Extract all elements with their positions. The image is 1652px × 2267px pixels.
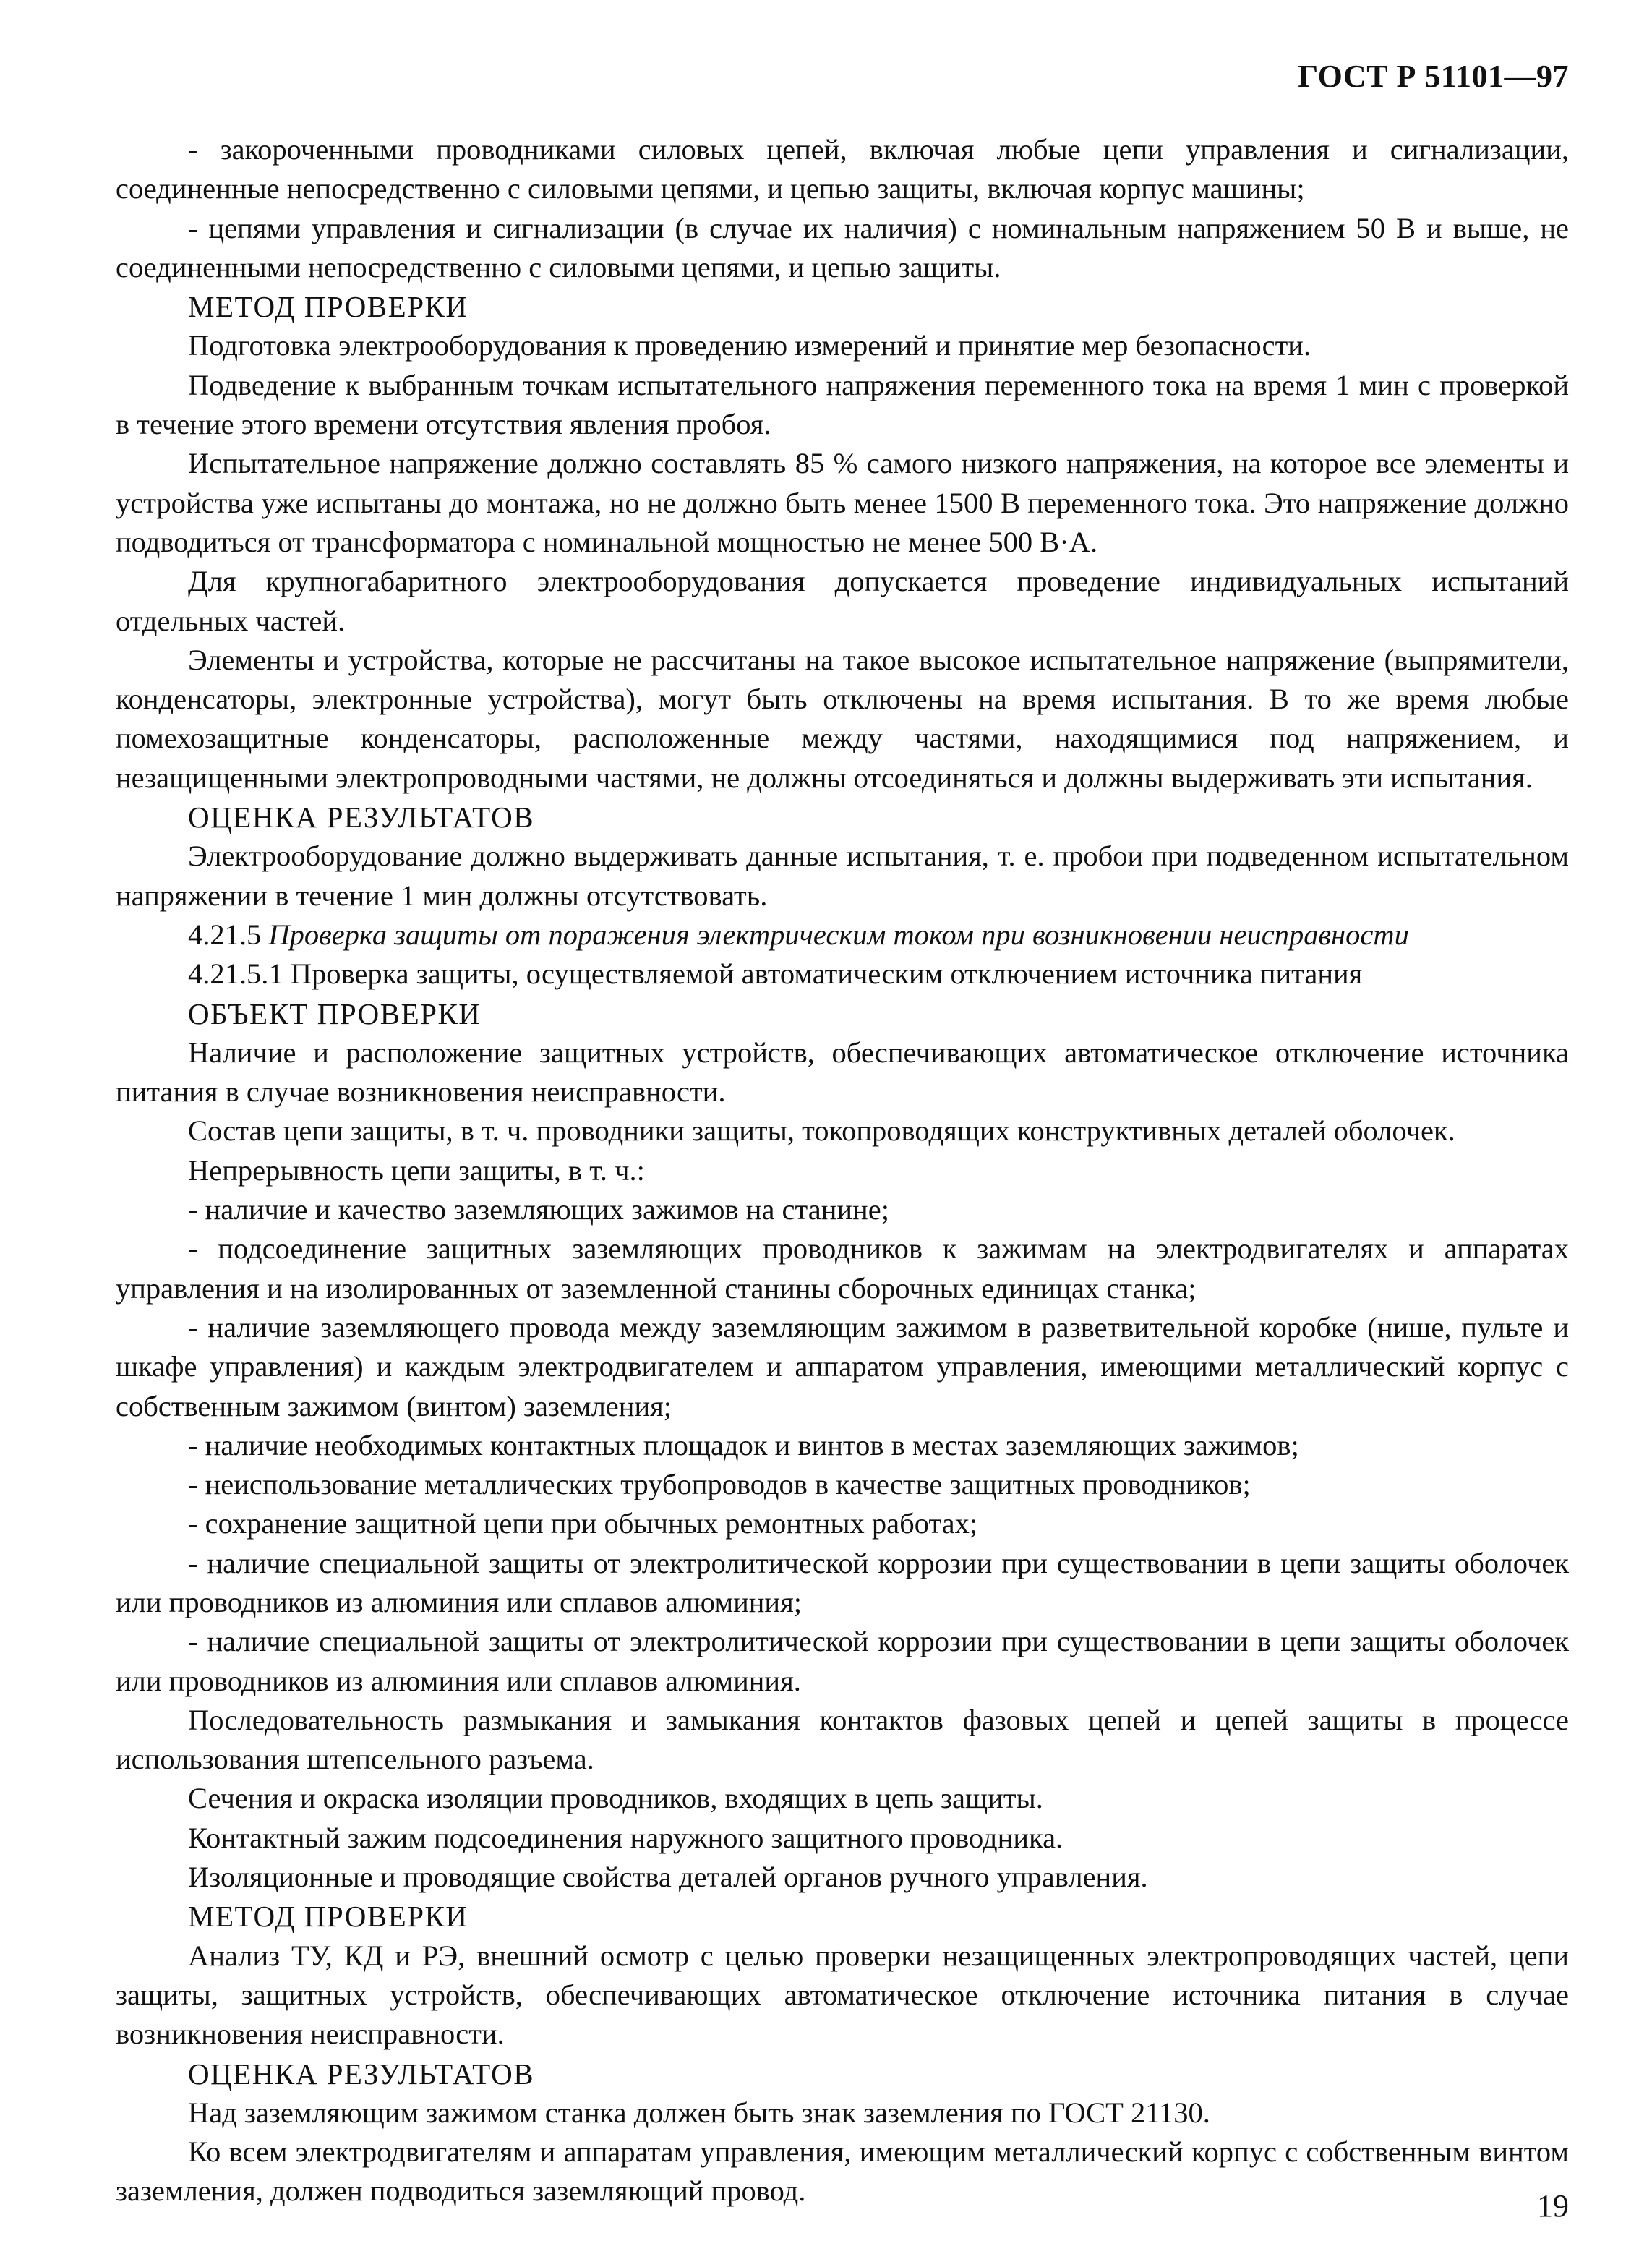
section-heading-results: ОЦЕНКА РЕЗУЛЬТАТОВ	[188, 2057, 535, 2091]
list-item: - наличие необходимых контактных площадок и винтов в местах заземляющих зажимов;	[188, 1428, 1299, 1461]
clause-number: 4.21.5	[188, 918, 262, 951]
paragraph: Элементы и устройства, которые не рассчитаны на такое высокое испытательное напряжение (выпрямители, конденсаторы, электронные устройства), могут быть отключены на время испытания. В то же время любые помехозащитные конденсаторы, расположенные между частями, находящимися под напряжением, и незащищенными электропроводными частями, не должны отсоединяться и должны выдерживать эти испытания.	[116, 643, 1569, 794]
clause-heading-4-21-5	[116, 915, 1569, 955]
paragraph: - цепями управления и сигнализации (в случае их наличия) с номинальным напряжением 50 В и выше, не соединенными непосредственно с силовыми цепями, и цепью защиты.	[116, 211, 1569, 283]
list-item: - наличие и качество заземляющих зажимов на станине;	[188, 1193, 889, 1226]
paragraph: Контактный зажим подсоединения наружного защитного проводника.	[188, 1821, 1063, 1854]
section-heading-object: ОБЪЕКТ ПРОВЕРКИ	[188, 996, 482, 1030]
paragraph: - закороченными проводниками силовых цепей, включая любые цепи управления и сигнализации, соединенные непосредственно с силовыми цепями, и цепью защиты, включая корпус машины;	[116, 133, 1569, 205]
paragraph: Подведение к выбранным точкам испытательного напряжения переменного тока на время 1 мин с проверкой в течение этого времени отсутствия явления пробоя.	[116, 368, 1569, 441]
list-item: - наличие специальной защиты от электролитической коррозии при существовании в цепи защиты оболочек или проводников из алюминия или сплавов алюминия.	[116, 1625, 1569, 1697]
document-code-header: ГОСТ Р 51101—97	[1298, 59, 1569, 94]
clause-title: Проверка защиты от поражения электрическим током при возникновении неисправности	[268, 918, 1409, 951]
list-item: - наличие специальной защиты от электролитической коррозии при существовании в цепи защиты оболочек или проводников из алюминия или сплавов алюминия;	[116, 1546, 1569, 1618]
paragraph: Испытательное напряжение должно составлять 85 % самого низкого напряжения, на которое все элементы и устройства уже испытаны до монтажа, но не должно быть менее 1500 В переменного тока. Это напряжение должно подводиться от трансформатора с номинальной мощностью не менее 500 В·А.	[116, 447, 1569, 558]
document-page	[116, 0, 1569, 2267]
paragraph: Наличие и расположение защитных устройств, обеспечивающих автоматическое отключение источника питания в случае возникновения неисправности.	[116, 1036, 1569, 1109]
paragraph: Изоляционные и проводящие свойства деталей органов ручного управления.	[188, 1861, 1148, 1894]
paragraph: Состав цепи защиты, в т. ч. проводники защиты, токопроводящих конструктивных деталей оболочек.	[188, 1114, 1455, 1148]
list-item: - неиспользование металлических трубопроводов в качестве защитных проводников;	[188, 1468, 1251, 1501]
paragraph: Подготовка электрооборудования к проведению измерений и принятие мер безопасности.	[188, 329, 1311, 362]
paragraph: Ко всем электродвигателям и аппаратам управления, имеющим металлический корпус с собственным винтом заземления, должен подводиться заземляющий провод.	[116, 2135, 1569, 2208]
clause-heading-4-21-5-1: 4.21.5.1 Проверка защиты, осуществляемой автоматическим отключением источника питания	[188, 957, 1363, 991]
paragraph: Для крупногабаритного электрооборудования допускается проведение индивидуальных испытаний отдельных частей.	[116, 565, 1569, 637]
paragraph: Сечения и окраска изоляции проводников, входящих в цепь защиты.	[188, 1782, 1043, 1815]
paragraph: Непрерывность цепи защиты, в т. ч.:	[188, 1153, 645, 1187]
document-body	[116, 130, 1569, 2211]
paragraph: Анализ ТУ, КД и РЭ, внешний осмотр с целью проверки незащищенных электропроводящих частей, цепи защиты, защитных устройств, обеспечивающих автоматическое отключение источника питания в случае возникновения неисправности.	[116, 1939, 1569, 2051]
section-heading-results: ОЦЕНКА РЕЗУЛЬТАТОВ	[188, 801, 535, 834]
page-number: 19	[1537, 2188, 1569, 2224]
paragraph: Над заземляющим зажимом станка должен быть знак заземления по ГОСТ 21130.	[188, 2096, 1210, 2129]
section-heading-method: МЕТОД ПРОВЕРКИ	[188, 1900, 468, 1934]
paragraph: Электрооборудование должно выдерживать данные испытания, т. е. пробои при подведенном испытательном напряжении в течение 1 мин должны отсутствовать.	[116, 840, 1569, 912]
list-item: - наличие заземляющего провода между заземляющим зажимом в разветвительной коробке (нише, пульте и шкафе управления) и каждым электродвигателем и аппаратом управления, имеющими металлический корпус с собственным зажимом (винтом) заземления;	[116, 1310, 1569, 1422]
paragraph: Последовательность размыкания и замыкания контактов фазовых цепей и цепей защиты в процессе использования штепсельного разъема.	[116, 1703, 1569, 1776]
section-heading-method: МЕТОД ПРОВЕРКИ	[188, 290, 468, 324]
list-item: - сохранение защитной цепи при обычных ремонтных работах;	[188, 1507, 978, 1540]
list-item: - подсоединение защитных заземляющих проводников к зажимам на электродвигателях и аппаратах управления и на изолированных от заземленной станины сборочных единицах станка;	[116, 1232, 1569, 1305]
